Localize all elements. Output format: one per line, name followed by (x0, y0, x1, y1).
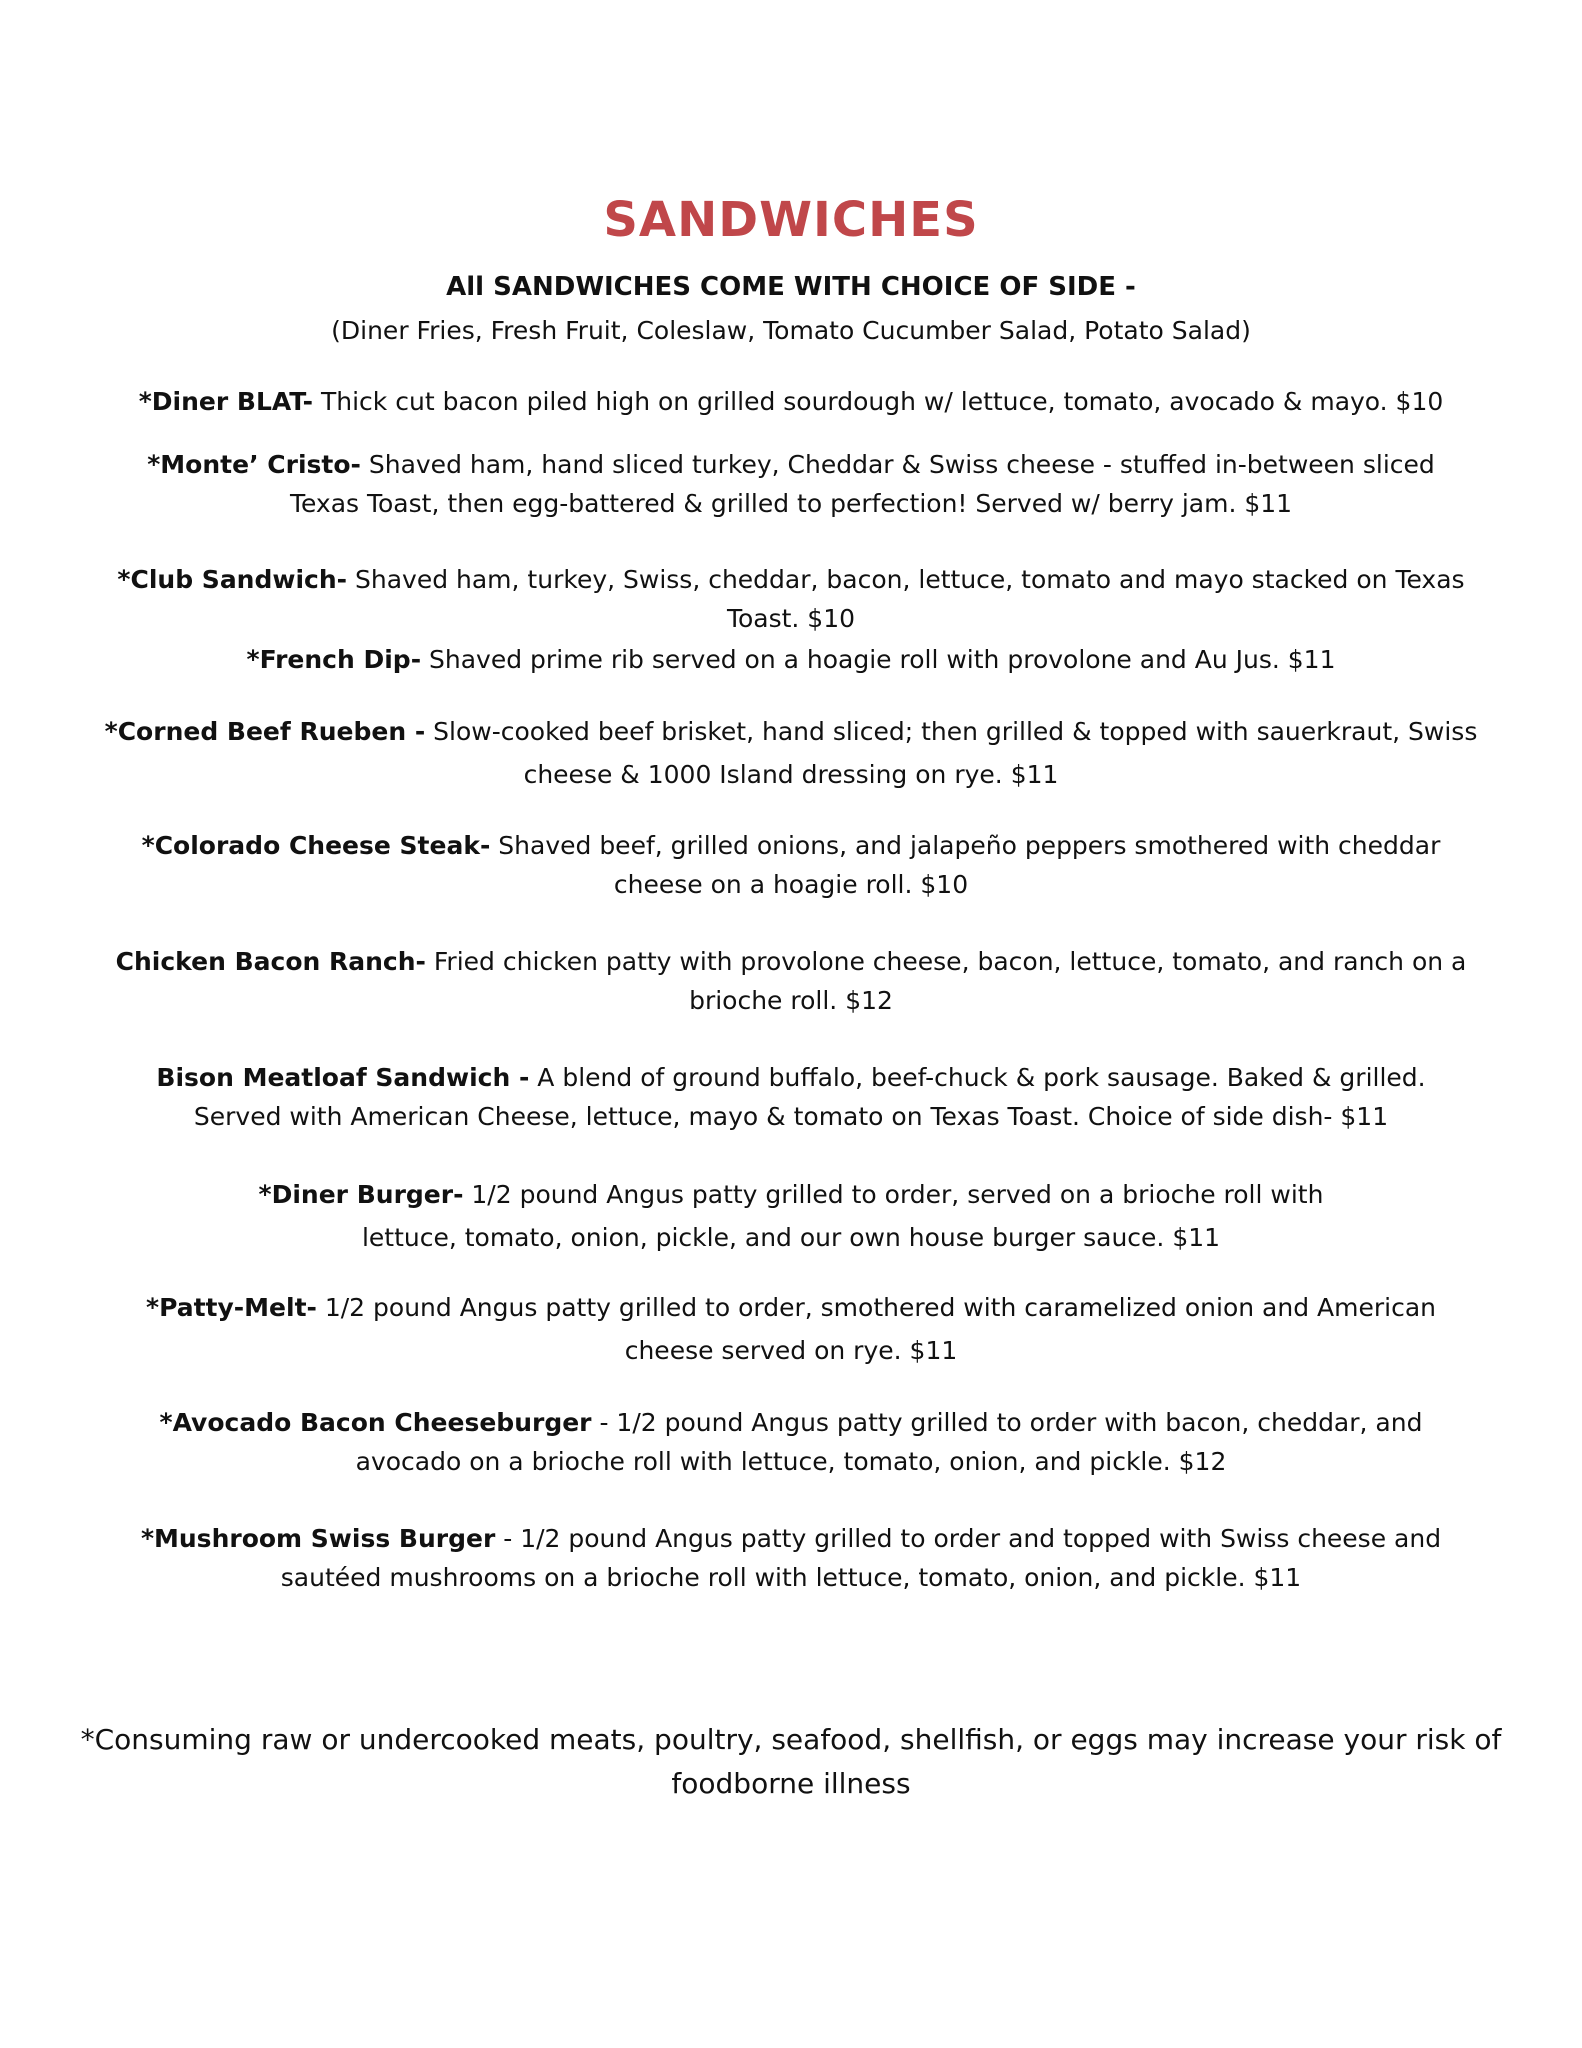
item-description: A blend of ground buffalo, beef-chuck & pork sausage. Baked & grilled. Served with American Cheese, lettuce, mayo & tomato on Texas Toast. Choice of side dish- $11 (193, 1063, 1426, 1131)
item-description: Shaved ham, hand sliced turkey, Cheddar & Swiss cheese - stuffed in-between sliced Texas Toast, then egg-battered & grilled to perfection! Served w/ berry jam. $11 (289, 450, 1435, 518)
item-name: *Mushroom Swiss Burger (140, 1524, 496, 1553)
item-name: *Diner Burger- (258, 1180, 464, 1209)
item-name: *Avocado Bacon Cheeseburger (159, 1408, 592, 1437)
item-description: Slow-cooked beef brisket, hand sliced; then grilled & topped with sauerkraut, Swiss cheese & 1000 Island dressing on rye. $11 (425, 717, 1478, 789)
item-description: Shaved beef, grilled onions, and jalapeño peppers smothered with cheddar cheese on a hoagie roll. $10 (490, 831, 1441, 899)
item-name: *French Dip- (246, 645, 422, 674)
item-description: Fried chicken patty with provolone cheese, bacon, lettuce, tomato, and ranch on a brioche roll. $12 (425, 947, 1467, 1015)
menu-item-avocado-bacon-cheeseburger (120, 1403, 1462, 1481)
menu-item-corned-beef-rueben (100, 710, 1482, 796)
menu-item-french-dip (100, 640, 1482, 679)
menu-item-patty-melt (130, 1286, 1452, 1372)
menu-item-diner-blat (100, 382, 1482, 421)
menu-item-monte-cristo (130, 445, 1452, 523)
item-name: *Patty-Melt- (146, 1293, 317, 1322)
item-description: - 1/2 pound Angus patty grilled to order with bacon, cheddar, and avocado on a brioche roll with lettuce, tomato, onion, and pickle. $12 (355, 1408, 1423, 1476)
item-description: Thick cut bacon piled high on grilled sourdough w/ lettuce, tomato, avocado & mayo. $10 (313, 387, 1444, 416)
item-description: 1/2 pound Angus patty grilled to order, served on a brioche roll with lettuce, tomato, onion, pickle, and our own house burger sauce. $11 (361, 1180, 1324, 1252)
menu-item-chicken-bacon-ranch (100, 942, 1482, 1020)
item-description: 1/2 pound Angus patty grilled to order, smothered with caramelized onion and American cheese served on rye. $11 (316, 1293, 1436, 1365)
item-description: Shaved prime rib served on a hoagie roll with provolone and Au Jus. $11 (421, 645, 1336, 674)
menu-item-mushroom-swiss-burger (120, 1519, 1462, 1597)
item-name: *Diner BLAT- (138, 387, 314, 416)
item-name: *Colorado Cheese Steak- (141, 831, 491, 860)
menu-item-colorado-cheese-steak (130, 826, 1452, 904)
item-name: *Corned Beef Rueben - (104, 717, 426, 746)
item-name: *Club Sandwich- (117, 565, 348, 594)
item-description: Shaved ham, turkey, Swiss, cheddar, bacon, lettuce, tomato and mayo stacked on Texas Toast. $10 (347, 565, 1465, 633)
item-name: Bison Meatloaf Sandwich - (156, 1063, 530, 1092)
item-name: Chicken Bacon Ranch- (115, 947, 426, 976)
side-choice-heading: All SANDWICHES COME WITH CHOICE OF SIDE - (446, 272, 1136, 302)
menu-item-bison-meatloaf (130, 1058, 1452, 1136)
item-name: *Monte’ Cristo- (147, 450, 361, 479)
food-safety-disclaimer: *Consuming raw or undercooked meats, poultry, seafood, shellfish, or eggs may increase your risk of foodborne illness (80, 1723, 1502, 1800)
side-options: (Diner Fries, Fresh Fruit, Coleslaw, Tomato Cucumber Salad, Potato Salad) (331, 316, 1251, 345)
menu-item-club-sandwich (100, 560, 1482, 638)
item-description: - 1/2 pound Angus patty grilled to order and topped with Swiss cheese and sautéed mushrooms on a brioche roll with lettuce, tomato, onion, and pickle. $11 (280, 1524, 1442, 1592)
page-title: SANDWICHES (603, 192, 979, 248)
menu-item-diner-burger (230, 1173, 1352, 1259)
